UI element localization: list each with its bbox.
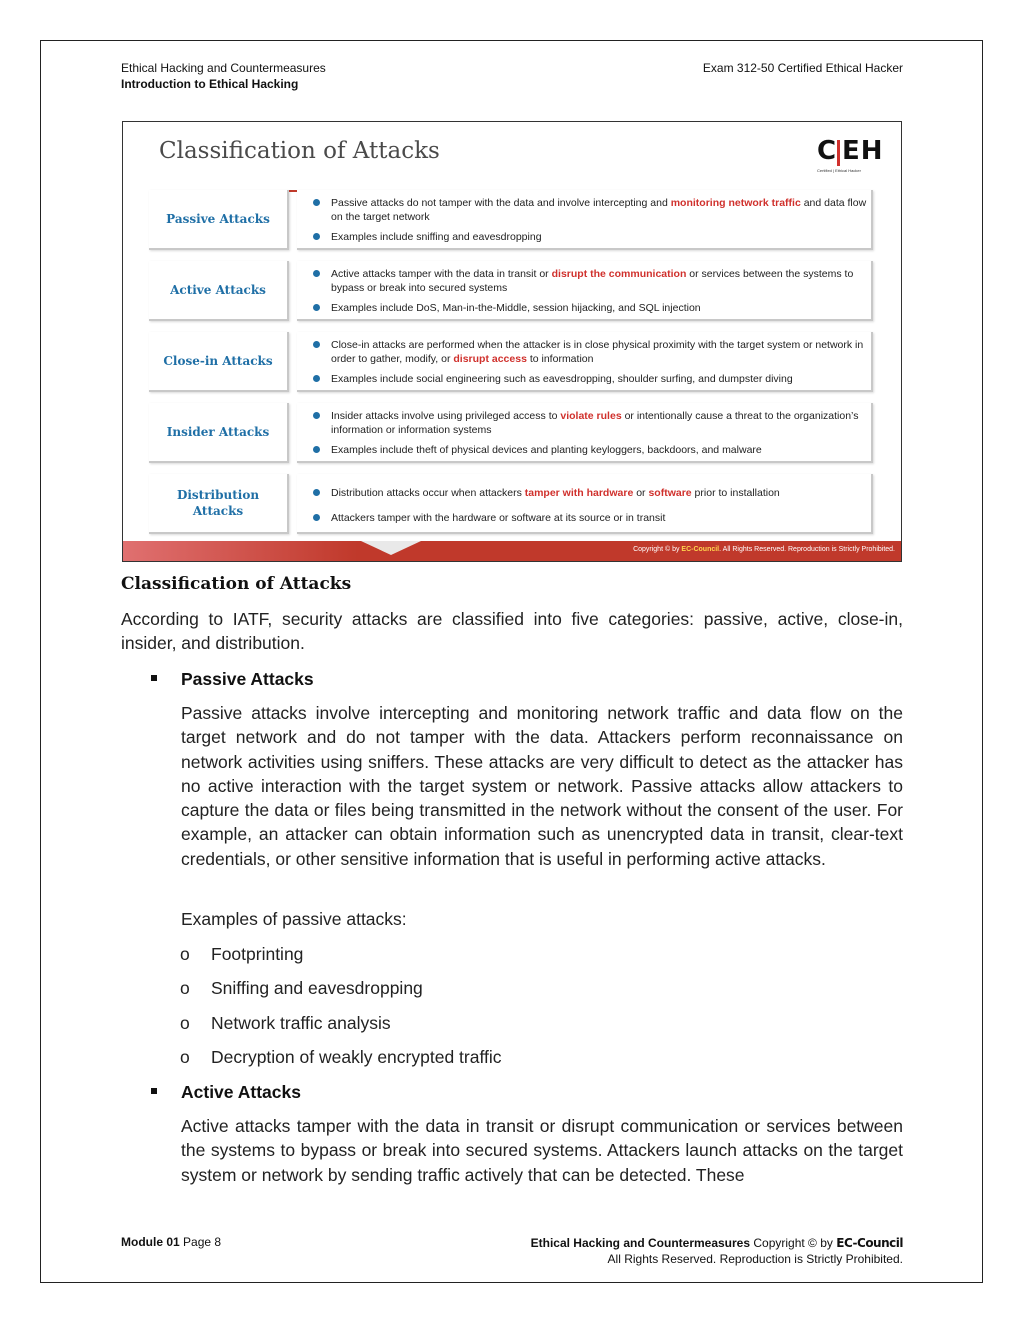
- bullet: Examples include social engineering such as eavesdropping, shoulder surfing, and dumpster diving: [331, 372, 867, 386]
- bullet: Insider attacks involve using privileged access to violate rules or intentionally cause a threat to the organization’s information or information systems: [331, 409, 867, 437]
- logo-bar: [837, 140, 840, 166]
- list-item: o Decryption of weakly encrypted traffic: [211, 1045, 502, 1069]
- logo-c: C: [817, 136, 838, 166]
- slide-footer-bar: [123, 541, 902, 561]
- exam-title: Exam 312-50 Certified Ethical Hacker: [702, 61, 903, 75]
- bullet: Examples include theft of physical devices and planting keyloggers, backdoors, and malware: [331, 443, 867, 457]
- attack-row-distribution: [123, 474, 902, 534]
- intro-paragraph: According to IATF, security attacks are classified into five categories: passive, active, close-in, insider, and distribution.: [121, 609, 903, 654]
- list-item: o Network traffic analysis: [211, 1011, 391, 1035]
- passive-paragraph: Passive attacks involve intercepting and monitoring network traffic and data flow on the target network and do not tamper with the data. Attackers perform reconnaissance on network activities using sniffers. These attacks are very difficult to detect as the attacker has no active interaction with the target system or network. Passive attacks allow attackers to capture the data or files being transmitted in the network without the consent of the user. For example, an attacker can obtain information such as unencrypted data in transit, clear-text credentials, or other sensitive information that is useful in performing active attacks.: [181, 703, 903, 869]
- attack-row-insider: [123, 403, 902, 463]
- ceh-logo: [817, 136, 884, 176]
- category-label: Distribution Attacks: [149, 474, 289, 534]
- module-number: Module 01: [121, 1235, 180, 1249]
- category-description: [297, 190, 873, 250]
- bullet: Distribution attacks occur when attackers tamper with hardware or software prior to installation: [331, 486, 867, 500]
- slide-copyright: Copyright © by EC-Council. All Rights Reserved. Reproduction is Strictly Prohibited.: [633, 546, 895, 553]
- module-title: Introduction to Ethical Hacking: [121, 77, 299, 91]
- active-heading: Active Attacks: [181, 1082, 301, 1102]
- category-description: [297, 332, 873, 392]
- footer-notch: [361, 541, 421, 555]
- course-title: Ethical Hacking and Countermeasures: [121, 61, 326, 75]
- page-footer-left: [121, 1235, 221, 1249]
- category-label: Insider Attacks: [149, 403, 289, 463]
- attack-row-passive: [123, 190, 902, 250]
- page-header-left: [121, 60, 326, 92]
- bullet: Examples include sniffing and eavesdropping: [331, 230, 867, 244]
- category-description: [297, 474, 873, 534]
- slide-title: Classification of Attacks: [159, 138, 440, 164]
- bullet: Passive attacks do not tamper with the data and involve intercepting and monitoring network traffic and data flow on the target network: [331, 197, 867, 223]
- bullet: Examples include DoS, Man-in-the-Middle, session hijacking, and SQL injection: [331, 301, 867, 315]
- attack-row-active: [123, 261, 902, 321]
- list-item: o Sniffing and eavesdropping: [211, 976, 423, 1000]
- logo-eh: EH: [842, 136, 884, 166]
- category-label: Passive Attacks: [149, 190, 289, 250]
- bullet: Attackers tamper with the hardware or software at its source or in transit: [331, 511, 867, 525]
- page-number: Page 8: [183, 1235, 222, 1249]
- logo-subtitle: Certified | Ethical Hacker: [817, 168, 861, 173]
- slide: [122, 121, 902, 562]
- category-label: Close-in Attacks: [149, 332, 289, 392]
- bullet: Close-in attacks are performed when the attacker is in close physical proximity with the target system or network in order to gather, modify, or disrupt access to information: [331, 338, 867, 366]
- passive-heading: Passive Attacks: [181, 669, 314, 689]
- list-item: o Footprinting: [211, 942, 303, 966]
- section-heading: Classification of Attacks: [121, 574, 352, 594]
- category-description: [297, 403, 873, 463]
- examples-label: Examples of passive attacks:: [181, 909, 407, 929]
- category-label: Active Attacks: [149, 261, 289, 321]
- category-description: [297, 261, 873, 321]
- bullet: Active attacks tamper with the data in transit or disrupt the communication or services between the systems to bypass or break into secured systems: [331, 267, 867, 295]
- page-footer-right: Ethical Hacking and Countermeasures Copyright © by EC-Council All Rights Reserved. Reproduction is Strictly Prohibited.: [530, 1236, 903, 1266]
- attack-row-close-in: [123, 332, 902, 392]
- active-paragraph: Active attacks tamper with the data in transit or disrupt communication or services between the systems to bypass or break into secured systems. Attackers launch attacks on the target system or network by sending traffic actively that can be detected. These: [181, 1116, 903, 1185]
